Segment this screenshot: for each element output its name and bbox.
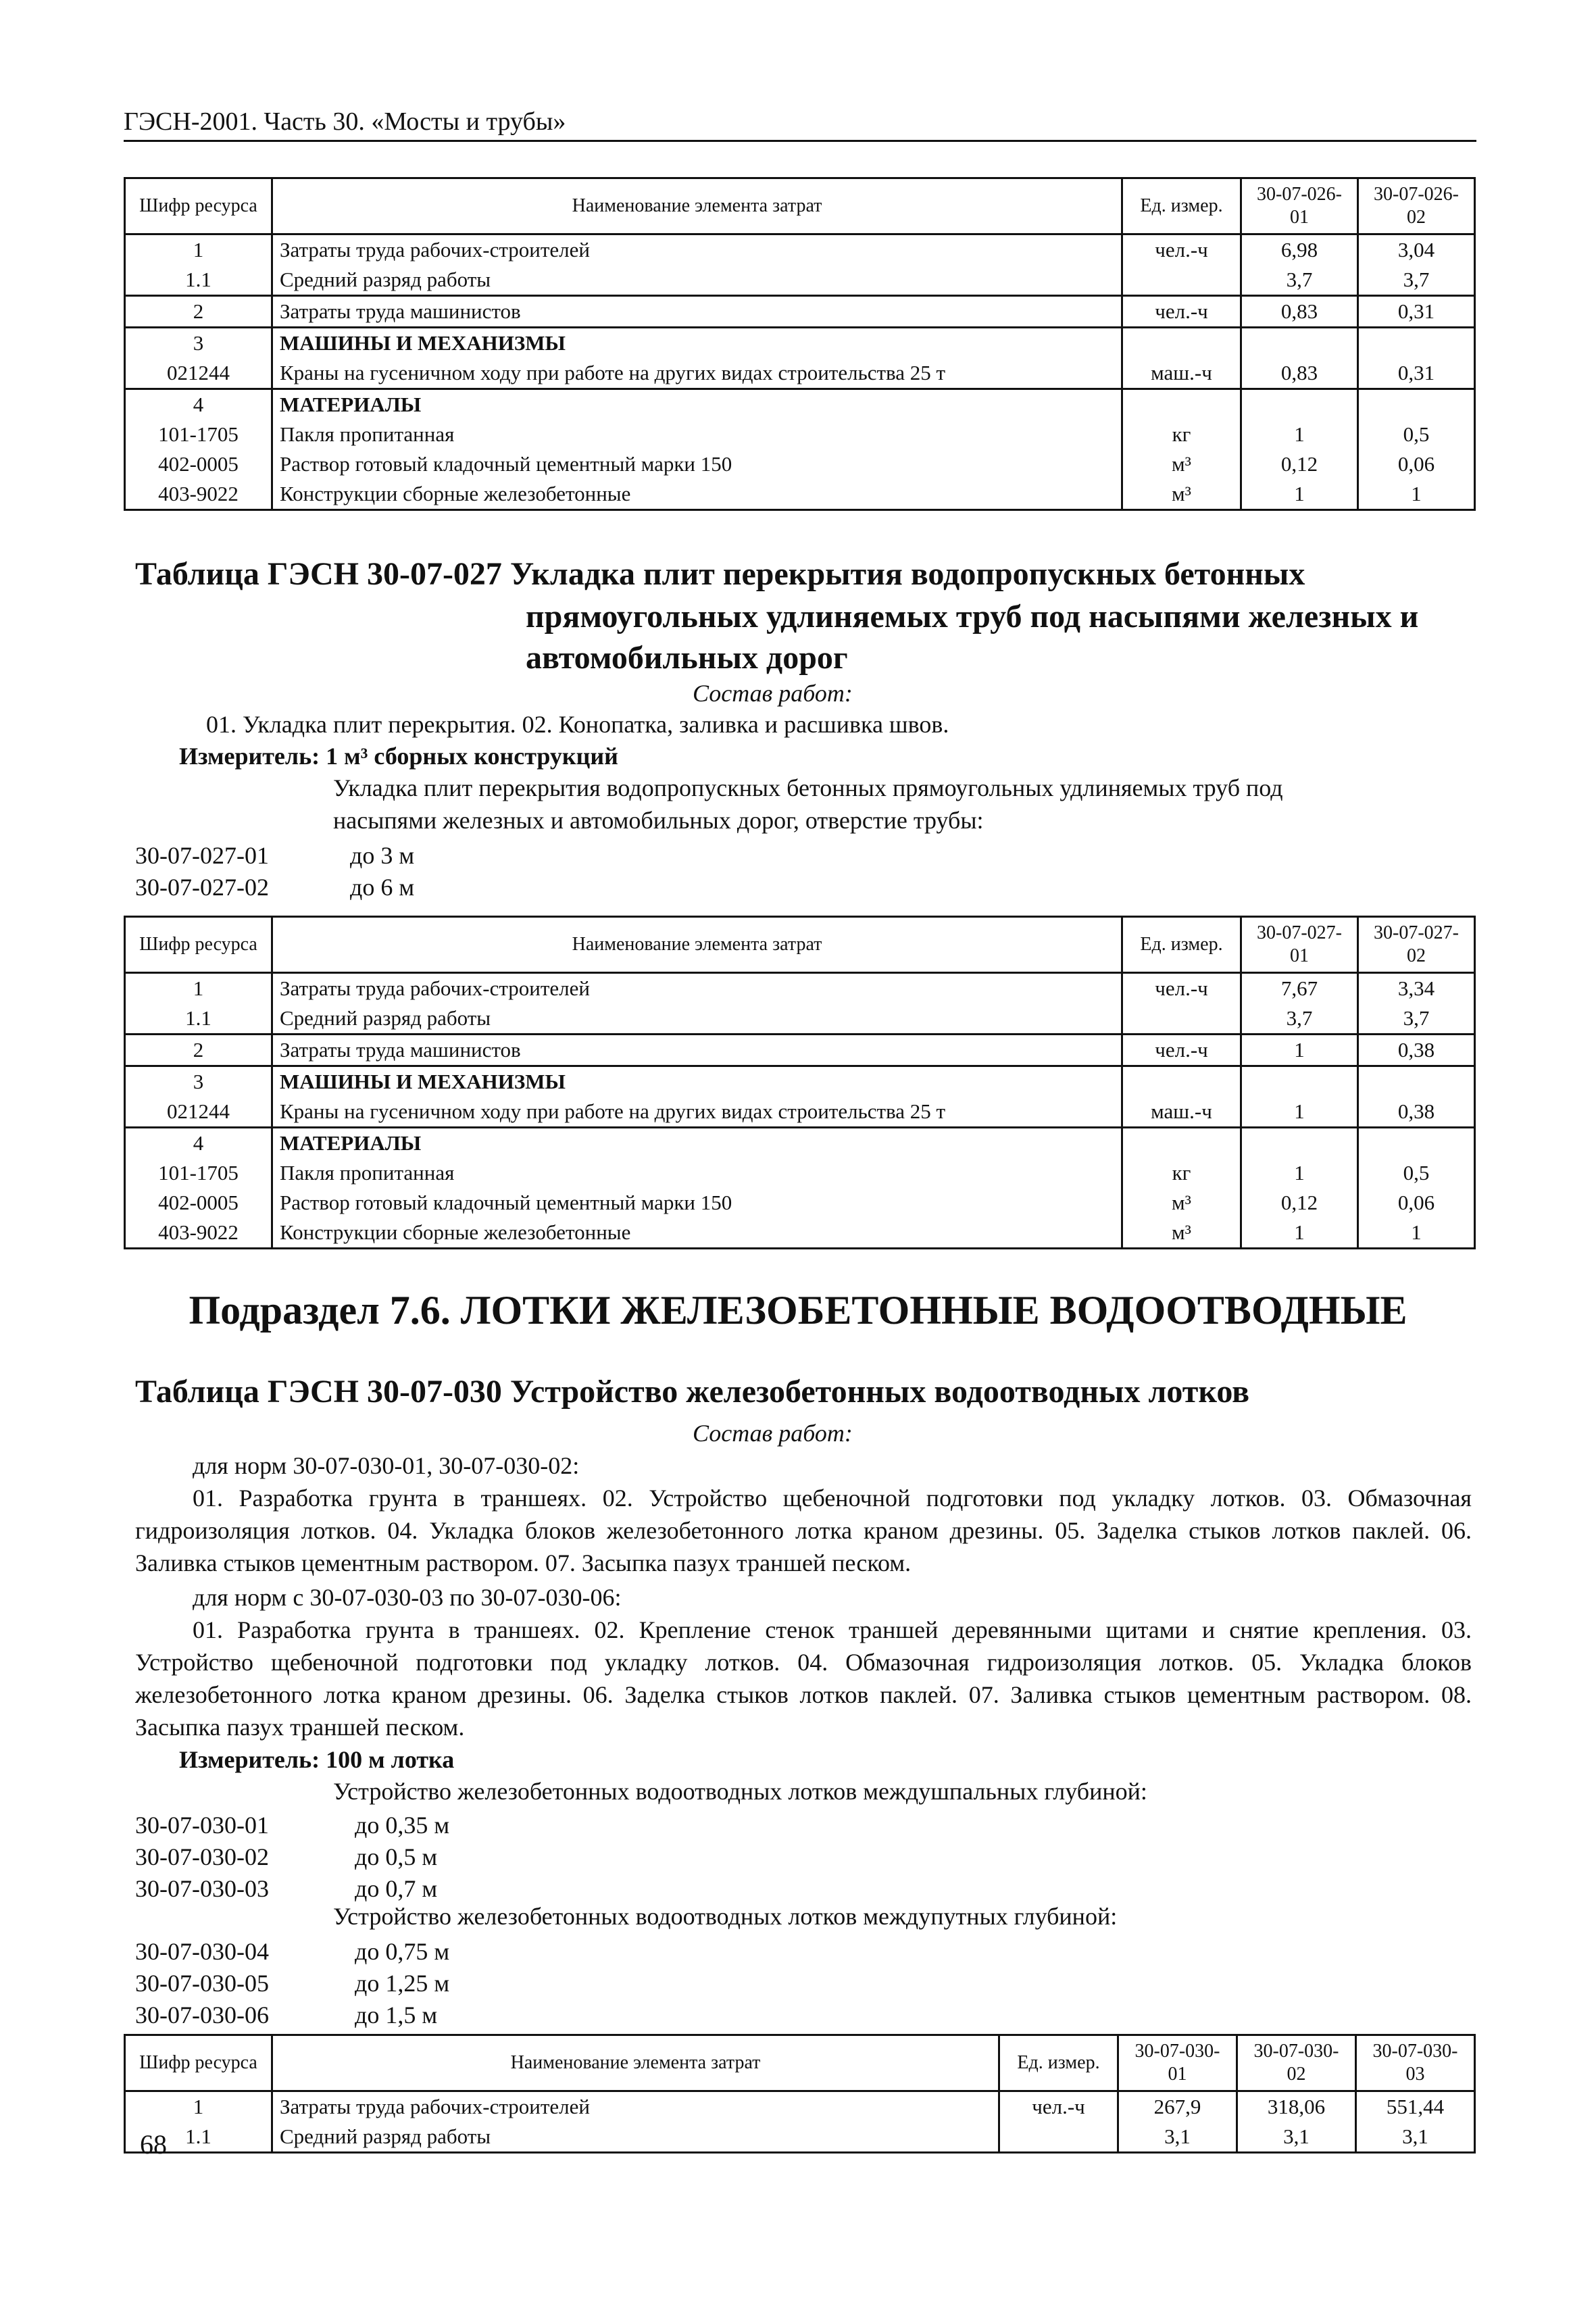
- resource-code: 1.1: [125, 265, 272, 296]
- resource-name: Конструкции сборные железобетонные: [272, 1218, 1122, 1249]
- table-title-line: прямоугольных удлиняемых труб под насыпями железных и: [526, 599, 1419, 634]
- table-row: [125, 1066, 1475, 1097]
- resource-unit: [1122, 265, 1241, 296]
- resource-name: Раствор готовый кладочный цементный марки 150: [272, 449, 1122, 479]
- column-header: 30-07-030-01: [1118, 2035, 1237, 2091]
- table-row: [125, 358, 1475, 389]
- norms-scope: для норм с 30-07-030-03 по 30-07-030-06:: [193, 1584, 622, 1611]
- column-header: 30-07-030-03: [1356, 2035, 1475, 2091]
- table-row: [125, 2122, 1475, 2153]
- norm-code: 30-07-030-05: [135, 1970, 269, 1997]
- resource-unit: кг: [1122, 1158, 1241, 1188]
- resource-table-026: [124, 177, 1476, 511]
- resource-group-name: МАТЕРИАЛЫ: [272, 389, 1122, 420]
- resource-code: 403-9022: [125, 1218, 272, 1249]
- table-row: [125, 1003, 1475, 1035]
- table-row: [125, 265, 1475, 296]
- resource-unit: чел.-ч: [999, 2091, 1118, 2122]
- norm-value: 7,67: [1241, 973, 1358, 1004]
- norm-value: 0,38: [1358, 1035, 1475, 1066]
- resource-name: Краны на гусеничном ходу при работе на других видах строительства 25 т: [272, 1097, 1122, 1128]
- table-row: [125, 234, 1475, 266]
- norm-value: 3,1: [1118, 2122, 1237, 2153]
- resource-code: 101-1705: [125, 420, 272, 449]
- resource-unit: [1122, 1003, 1241, 1035]
- norm-value: 1: [1358, 1218, 1475, 1249]
- resource-unit: маш.-ч: [1122, 1097, 1241, 1128]
- meter-label: Измеритель: 100 м лотка: [179, 1746, 455, 1773]
- norm-description: насыпями железных и автомобильных дорог, отверстие трубы:: [333, 807, 984, 834]
- norm-value: 0,12: [1241, 1188, 1358, 1218]
- norm-value: 3,1: [1237, 2122, 1356, 2153]
- table-row: [125, 2091, 1475, 2122]
- running-header: ГЭСН-2001. Часть 30. «Мосты и трубы»: [124, 107, 566, 136]
- resource-name: Пакля пропитанная: [272, 420, 1122, 449]
- resource-code: 3: [125, 328, 272, 359]
- resource-group-name: МАШИНЫ И МЕХАНИЗМЫ: [272, 328, 1122, 359]
- table-row: [125, 973, 1475, 1004]
- composition-text: [135, 1482, 1472, 1579]
- resource-name: Конструкции сборные железобетонные: [272, 479, 1122, 510]
- page-number: 68: [140, 2129, 167, 2160]
- resource-group-name: МАШИНЫ И МЕХАНИЗМЫ: [272, 1066, 1122, 1097]
- resource-name: Затраты труда рабочих-строителей: [272, 234, 1122, 266]
- resource-unit: кг: [1122, 420, 1241, 449]
- norm-code-text: до 0,5 м: [355, 1843, 438, 1870]
- table-row: [125, 1158, 1475, 1188]
- norm-code-text: до 1,25 м: [355, 1970, 450, 1997]
- resource-code: 1.1: [125, 1003, 272, 1035]
- norm-code-text: до 6 м: [350, 874, 415, 901]
- resource-unit: чел.-ч: [1122, 234, 1241, 266]
- norm-code: 30-07-030-02: [135, 1843, 269, 1870]
- composition-text: 01. Укладка плит перекрытия. 02. Конопатка, заливка и расшивка швов.: [206, 711, 949, 738]
- resource-code: 403-9022: [125, 479, 272, 510]
- resource-unit: м³: [1122, 1188, 1241, 1218]
- column-header: Шифр ресурса: [125, 917, 272, 973]
- resource-unit: [999, 2122, 1118, 2153]
- table-row: [125, 1188, 1475, 1218]
- resource-name: Затраты труда рабочих-строителей: [272, 973, 1122, 1004]
- meter-label: Измеритель: 1 м³ сборных конструкций: [179, 743, 618, 770]
- resource-code: 1: [125, 973, 272, 1004]
- column-header: 30-07-030-02: [1237, 2035, 1356, 2091]
- norm-code: 30-07-027-01: [135, 842, 269, 869]
- resource-code: 4: [125, 389, 272, 420]
- resource-name: Затраты труда рабочих-строителей: [272, 2091, 999, 2122]
- resource-name: Затраты труда машинистов: [272, 1035, 1122, 1066]
- norm-value: 3,04: [1358, 234, 1475, 266]
- column-header: Наименование элемента затрат: [272, 2035, 999, 2091]
- norm-value: 267,9: [1118, 2091, 1237, 2122]
- norm-value: 1: [1241, 1158, 1358, 1188]
- norm-code: 30-07-030-01: [135, 1812, 269, 1839]
- table-row: [125, 479, 1475, 510]
- table-header-row: [125, 178, 1475, 234]
- resource-name: Раствор готовый кладочный цементный марки 150: [272, 1188, 1122, 1218]
- norm-value: 0,5: [1358, 1158, 1475, 1188]
- resource-name: Затраты труда машинистов: [272, 296, 1122, 328]
- norm-value: 1: [1241, 479, 1358, 510]
- norm-code-text: до 0,75 м: [355, 1938, 450, 1965]
- norm-description: Укладка плит перекрытия водопропускных бетонных прямоугольных удлиняемых труб под: [333, 774, 1283, 801]
- column-header: 30-07-027-01: [1241, 917, 1358, 973]
- table-title-lead: Таблица ГЭСН 30-07-027: [135, 556, 502, 592]
- resource-code: 3: [125, 1066, 272, 1097]
- norm-value: 0,38: [1358, 1097, 1475, 1128]
- norm-value: 1: [1358, 479, 1475, 510]
- table-row: [125, 328, 1475, 359]
- table-row: [125, 1218, 1475, 1249]
- norm-value: 3,7: [1241, 265, 1358, 296]
- composition-label: Состав работ:: [693, 680, 853, 707]
- norm-value: 6,98: [1241, 234, 1358, 266]
- norm-value: 1: [1241, 1218, 1358, 1249]
- norm-code: 30-07-027-02: [135, 874, 269, 901]
- resource-code: 1: [125, 2091, 272, 2122]
- resource-code: 2: [125, 296, 272, 328]
- norm-value: 0,31: [1358, 296, 1475, 328]
- column-header: 30-07-027-02: [1358, 917, 1475, 973]
- column-header: Ед. измер.: [999, 2035, 1118, 2091]
- column-header: 30-07-026-02: [1358, 178, 1475, 234]
- norm-code-text: до 1,5 м: [355, 2001, 438, 2028]
- norm-value: 0,83: [1241, 296, 1358, 328]
- table-header-row: [125, 2035, 1475, 2091]
- norm-value: 3,7: [1241, 1003, 1358, 1035]
- resource-code: 1.1: [125, 2122, 272, 2153]
- resource-unit: чел.-ч: [1122, 296, 1241, 328]
- norm-value: 3,7: [1358, 265, 1475, 296]
- norm-description: Устройство железобетонных водоотводных лотков междушпальных глубиной:: [333, 1778, 1147, 1805]
- column-header: Ед. измер.: [1122, 178, 1241, 234]
- norms-scope: для норм 30-07-030-01, 30-07-030-02:: [193, 1452, 580, 1479]
- norm-code-text: до 0,7 м: [355, 1875, 438, 1902]
- table-row: [125, 389, 1475, 420]
- table-title-text: Устройство железобетонных водоотводных лотков: [501, 1374, 1250, 1410]
- table-title-lead: Таблица ГЭСН 30-07-030: [135, 1374, 502, 1410]
- table-row: [125, 1035, 1475, 1066]
- resource-code: 101-1705: [125, 1158, 272, 1188]
- table-title-027: [135, 554, 1473, 595]
- norm-value: 1: [1241, 420, 1358, 449]
- resource-table-030: [124, 2034, 1476, 2154]
- column-header: Ед. измер.: [1122, 917, 1241, 973]
- resource-unit: м³: [1122, 1218, 1241, 1249]
- column-header: 30-07-026-01: [1241, 178, 1358, 234]
- resource-code: 021244: [125, 358, 272, 389]
- resource-name: Средний разряд работы: [272, 265, 1122, 296]
- resource-name: Пакля пропитанная: [272, 1158, 1122, 1188]
- resource-code: 2: [125, 1035, 272, 1066]
- norm-code: 30-07-030-03: [135, 1875, 269, 1902]
- resource-code: 021244: [125, 1097, 272, 1128]
- norm-value: 318,06: [1237, 2091, 1356, 2122]
- composition-text: [135, 1614, 1472, 1743]
- norm-value: 0,83: [1241, 358, 1358, 389]
- resource-table-027: [124, 916, 1476, 1249]
- resource-code: 1: [125, 234, 272, 266]
- norm-value: 1: [1241, 1035, 1358, 1066]
- composition-label: Состав работ:: [693, 1420, 853, 1447]
- norm-description: Устройство железобетонных водоотводных лотков междупутных глубиной:: [333, 1903, 1118, 1930]
- resource-unit: м³: [1122, 479, 1241, 510]
- table-row: [125, 1097, 1475, 1128]
- norm-code-text: до 0,35 м: [355, 1812, 450, 1839]
- table-row: [125, 1128, 1475, 1159]
- table-title-text: Укладка плит перекрытия водопропускных бетонных: [501, 556, 1305, 592]
- resource-code: 402-0005: [125, 1188, 272, 1218]
- resource-name: Средний разряд работы: [272, 2122, 999, 2153]
- composition-paragraph: 01. Разработка грунта в траншеях. 02. Устройство щебеночной подготовки под укладку лотков. 03. Обмазочная гидроизоляция лотков. 04. Укладка блоков железобетонного лотка краном дрезины. 05. Заделка стыков лотков паклей. 06. Заливка стыков цементным раствором. 07. Засыпка пазух траншей песком.: [135, 1485, 1472, 1576]
- resource-unit: маш.-ч: [1122, 358, 1241, 389]
- norm-code: 30-07-030-06: [135, 2001, 269, 2028]
- table-title-030: [135, 1372, 1249, 1412]
- subsection-heading: Подраздел 7.6. ЛОТКИ ЖЕЛЕЗОБЕТОННЫЕ ВОДООТВОДНЫЕ: [189, 1288, 1407, 1333]
- resource-unit: чел.-ч: [1122, 973, 1241, 1004]
- column-header: Шифр ресурса: [125, 178, 272, 234]
- norm-value: 1: [1241, 1097, 1358, 1128]
- norm-value: 0,5: [1358, 420, 1475, 449]
- resource-group-name: МАТЕРИАЛЫ: [272, 1128, 1122, 1159]
- norm-code: 30-07-030-04: [135, 1938, 269, 1965]
- resource-code: 4: [125, 1128, 272, 1159]
- norm-value: 0,06: [1358, 449, 1475, 479]
- composition-paragraph: 01. Разработка грунта в траншеях. 02. Крепление стенок траншей деревянными щитами и снятие крепления. 03. Устройство щебеночной подготовки под укладку лотков. 04. Обмазочная гидроизоляция лотков. 05. Укладка блоков железобетонного лотка краном дрезины. 06. Заделка стыков лотков паклей. 07. Заливка стыков цементным раствором. 08. Засыпка пазух траншей песком.: [135, 1616, 1472, 1741]
- norm-value: 3,7: [1358, 1003, 1475, 1035]
- table-title-line: автомобильных дорог: [526, 640, 848, 676]
- column-header: Наименование элемента затрат: [272, 178, 1122, 234]
- resource-code: 402-0005: [125, 449, 272, 479]
- table-row: [125, 296, 1475, 328]
- column-header: Наименование элемента затрат: [272, 917, 1122, 973]
- table-row: [125, 420, 1475, 449]
- norm-value: 3,1: [1356, 2122, 1475, 2153]
- table-header-row: [125, 917, 1475, 973]
- norm-value: 0,06: [1358, 1188, 1475, 1218]
- table-row: [125, 449, 1475, 479]
- resource-name: Средний разряд работы: [272, 1003, 1122, 1035]
- column-header: Шифр ресурса: [125, 2035, 272, 2091]
- norm-value: 0,31: [1358, 358, 1475, 389]
- norm-code-text: до 3 м: [350, 842, 415, 869]
- resource-name: Краны на гусеничном ходу при работе на других видах строительства 25 т: [272, 358, 1122, 389]
- resource-unit: чел.-ч: [1122, 1035, 1241, 1066]
- norm-value: 551,44: [1356, 2091, 1475, 2122]
- header-rule: [124, 140, 1476, 142]
- norm-value: 0,12: [1241, 449, 1358, 479]
- resource-unit: м³: [1122, 449, 1241, 479]
- norm-value: 3,34: [1358, 973, 1475, 1004]
